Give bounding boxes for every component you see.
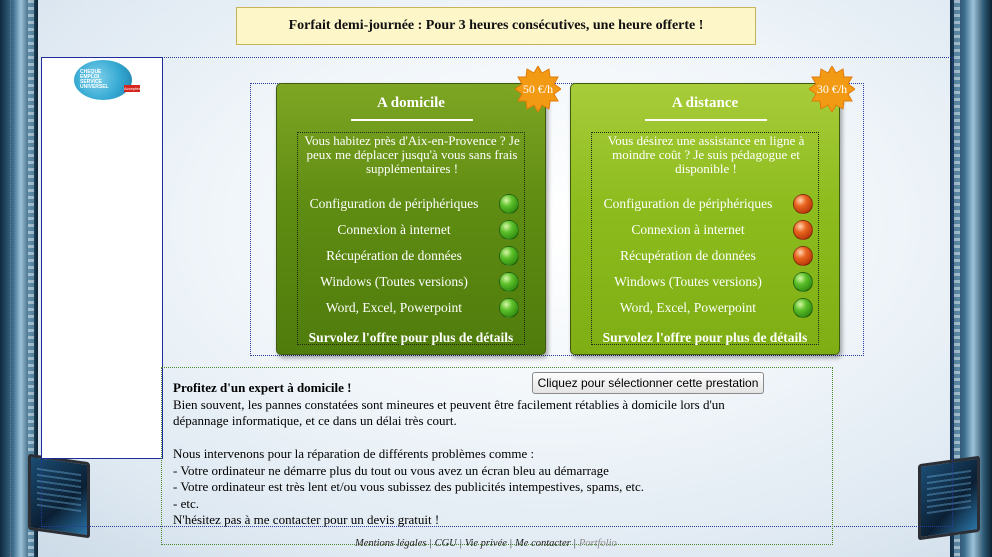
offer-description: Vous désirez une assistance en ligne à moindre coût ? Je suis pédagogue et disponible ! [607,133,805,176]
cesu-accepted-badge: Acceptés [124,86,141,91]
offer-description: Vous habitez près d'Aix-en-Provence ? Je peux me déplacer jusqu'à vous sans frais supplémentaires ! [304,133,520,176]
detail-item: - etc. [173,495,199,511]
status-dot-icon [793,194,813,214]
offer-card-remote[interactable] [570,83,840,355]
status-dot-icon [499,272,519,292]
feature-row [299,246,519,266]
status-dot-icon [793,246,813,266]
detail-intro: Bien souvent, les pannes constatées sont mineures et peuvent être facilement rétablies à domicile lors d'un dépannage informatique, et ce dans un délai très court. [173,396,725,428]
promo-banner-text: Forfait demi-journée : Pour 3 heures consécutives, une heure offerte ! [288,18,704,33]
price-badge-remote [809,66,855,112]
promo-banner [236,7,756,45]
status-dot-icon [499,220,519,240]
status-dot-icon [793,272,813,292]
feature-label: Windows (Toutes versions) [614,274,762,289]
footer-link-privacy[interactable]: Vie privée [464,538,507,549]
offer-card-home[interactable] [276,83,546,355]
footer-link-contact[interactable]: Me contacter [515,538,571,549]
status-dot-icon [499,298,519,318]
feature-label: Connexion à internet [337,222,451,237]
feature-label: Configuration de périphériques [603,196,773,211]
detail-item: - Votre ordinateur ne démarre plus du tout ou vous avez un écran bleu au démarrage [173,462,609,478]
feature-label: Configuration de périphériques [309,196,479,211]
detail-text [173,380,773,529]
detail-item: - Votre ordinateur est très lent et/ou vous subissez des publicités intempestives, spams, etc. [173,479,645,494]
feature-label: Windows (Toutes versions) [320,274,468,289]
status-dot-icon [499,194,519,214]
offer-hover-hint: Survolez l'offre pour plus de détails [308,330,514,345]
sidebar [41,57,163,459]
feature-row [593,246,813,266]
offer-hover-hint: Survolez l'offre pour plus de détails [602,330,808,345]
status-dot-icon [793,220,813,240]
status-dot-icon [499,246,519,266]
feature-row [593,272,813,292]
detail-heading: Profitez d'un expert à domicile ! [173,380,352,395]
title-underline [351,119,473,121]
feature-row [593,298,813,318]
offer-title: A distance [671,95,739,111]
detail-closing: N'hésitez pas à me contacter pour un devis gratuit ! [173,512,440,527]
cesu-logo-text: CHEQUE EMPLOI SERVICE UNIVERSEL [80,69,109,90]
footer-link-cgu[interactable]: CGU [434,538,457,549]
feature-row [299,194,519,214]
feature-row [299,272,519,292]
feature-label: Word, Excel, Powerpoint [619,300,757,315]
price-badge-home [515,66,561,112]
footer-link-portfolio[interactable]: Portfolio [578,538,617,549]
detail-list-intro: Nous intervenons pour la réparation de différents problèmes comme : [173,446,535,461]
feature-label: Word, Excel, Powerpoint [325,300,463,315]
cesu-logo[interactable] [74,60,141,100]
price-text: 30 €/h [816,81,848,96]
feature-row [299,298,519,318]
feature-row [593,194,813,214]
status-dot-icon [793,298,813,318]
footer-link-legal[interactable]: Mentions légales [355,538,427,549]
feature-label: Récupération de données [620,248,756,263]
title-underline [645,119,767,121]
feature-label: Récupération de données [326,248,462,263]
select-prestation-button[interactable]: Cliquez pour sélectionner cette prestation [532,372,764,394]
footer-links: Mentions légales | CGU | Vie privée | Me contacter | Portfolio [355,538,617,549]
price-text: 50 €/h [522,81,554,96]
feature-row [299,220,519,240]
offer-title: A domicile [377,95,445,111]
feature-label: Connexion à internet [631,222,745,237]
feature-row [593,220,813,240]
